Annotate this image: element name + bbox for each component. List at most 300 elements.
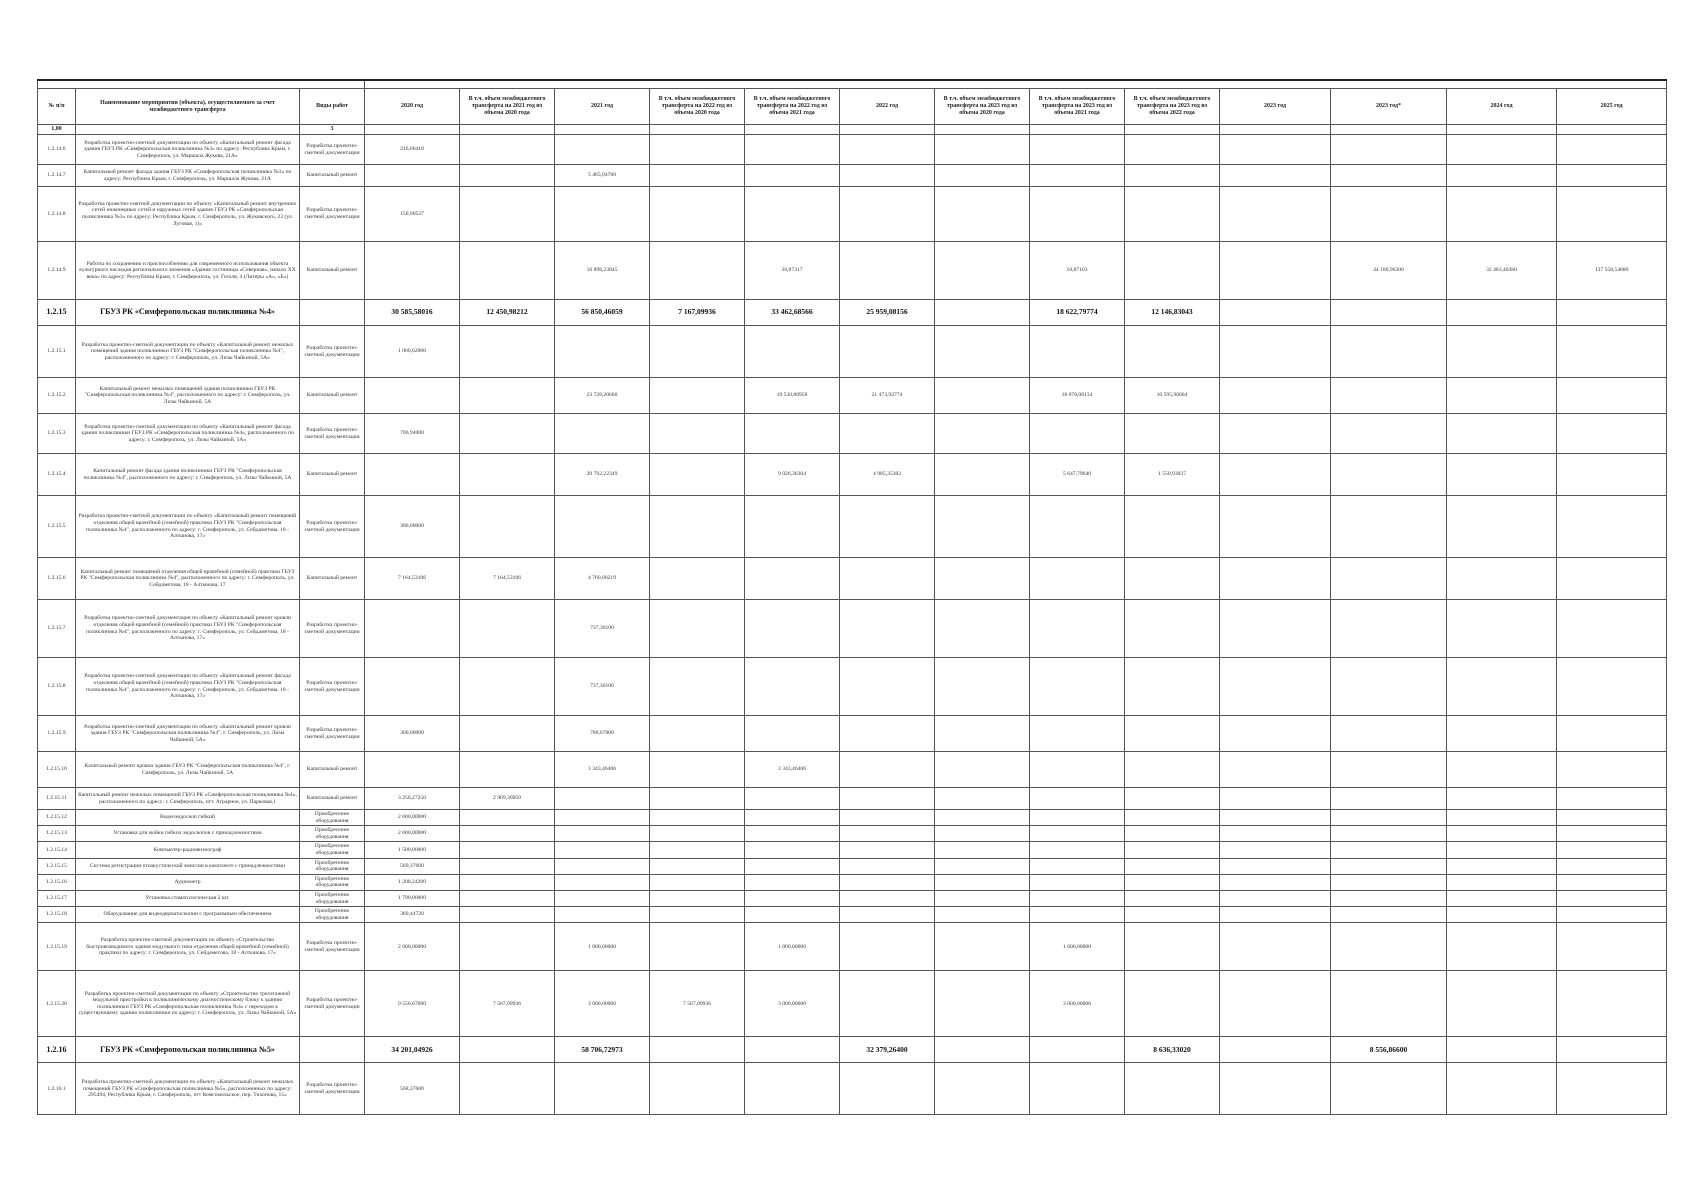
value-cell [460, 890, 555, 906]
value-cell [1125, 826, 1220, 842]
value-cell [1447, 907, 1557, 923]
value-cell [460, 923, 555, 971]
value-cell [840, 752, 935, 788]
row-work-type: Разработка проектно-сметной документации [300, 716, 365, 752]
value-cell: 32 483,40380 [1447, 242, 1557, 300]
value-cell [840, 923, 935, 971]
row-work-type: Разработка проектно-сметной документации [300, 600, 365, 658]
row-name: ГБУЗ РК «Симферопольская поликлиника №5» [76, 1037, 300, 1063]
value-cell [1220, 874, 1331, 890]
value-cell [1220, 326, 1331, 378]
value-cell [555, 1063, 650, 1115]
row-name: Система регистрации отоакустической эмиссии в комплекте с принадлежностями [76, 858, 300, 874]
table-row [38, 842, 1667, 858]
row-name: Разработка проектно-сметной документации по объекту «Строительство трехэтажной модульной пристройки к поликлиническому диагностическому блоку к зданию поликлиники ГБУЗ РК «Симферопольская поликлиника №4» с переходом к существующему зданию поликлиники по адресу: г. Симферополь, ул. Лизы Чайкиной, 5А» [76, 971, 300, 1037]
row-number: 1.2.15.18 [38, 907, 76, 923]
value-cell [555, 414, 650, 454]
value-cell [1125, 165, 1220, 187]
value-cell [935, 858, 1030, 874]
value-cell [555, 826, 650, 842]
value-cell: 5 465,04760 [555, 165, 650, 187]
value-cell [1447, 716, 1557, 752]
value-cell: 4 760,00219 [555, 558, 650, 600]
value-cell [1331, 923, 1447, 971]
value-cell [650, 496, 745, 558]
budget-table [37, 79, 1667, 1115]
value-cell: 32 379,26400 [840, 1037, 935, 1063]
value-cell [1331, 971, 1447, 1037]
table-row [38, 135, 1667, 165]
value-cell [1220, 600, 1331, 658]
value-cell: 2 000,00000 [365, 923, 460, 971]
value-cell [840, 496, 935, 558]
value-cell [840, 242, 935, 300]
value-cell [745, 187, 840, 242]
value-cell [460, 242, 555, 300]
table-row [38, 378, 1667, 414]
value-cell [1220, 907, 1331, 923]
value-cell [555, 187, 650, 242]
value-cell: 23 728,20660 [555, 378, 650, 414]
row-work-type: Приобретение оборудования [300, 858, 365, 874]
row-work-type: Капитальный ремонт [300, 454, 365, 496]
value-cell [840, 842, 935, 858]
value-cell [1220, 242, 1331, 300]
value-cell: 30,87317 [745, 242, 840, 300]
value-cell [1557, 300, 1667, 326]
value-cell [1331, 874, 1447, 890]
row-name: Установка стоматологическая 2 шт. [76, 890, 300, 906]
table-header [38, 80, 1667, 135]
value-cell [745, 326, 840, 378]
value-cell [1125, 752, 1220, 788]
value-cell [745, 890, 840, 906]
row-work-type: Приобретение оборудования [300, 842, 365, 858]
value-cell [1220, 454, 1331, 496]
row-number: 1.2.15.17 [38, 890, 76, 906]
value-cell [935, 890, 1030, 906]
value-cell [1557, 842, 1667, 858]
row-number: 1.2.15.5 [38, 496, 76, 558]
value-cell [460, 1037, 555, 1063]
value-cell [365, 658, 460, 716]
value-cell [1030, 874, 1125, 890]
value-cell: 706,94000 [365, 414, 460, 454]
value-cell: 56 850,46059 [555, 300, 650, 326]
value-cell [1557, 752, 1667, 788]
value-cell [1030, 858, 1125, 874]
value-cell [1557, 716, 1667, 752]
value-cell [1447, 890, 1557, 906]
value-cell [745, 496, 840, 558]
value-cell: 737,36100 [555, 658, 650, 716]
value-cell [840, 890, 935, 906]
value-cell [840, 874, 935, 890]
value-cell: 1 060,62000 [365, 326, 460, 378]
value-cell [1030, 600, 1125, 658]
value-cell [1447, 858, 1557, 874]
value-cell [935, 1037, 1030, 1063]
value-cell [1331, 1063, 1447, 1115]
row-number: 1.2.15.11 [38, 788, 76, 810]
value-cell [650, 1037, 745, 1063]
value-cell [1030, 496, 1125, 558]
row-number: 1.2.14.6 [38, 135, 76, 165]
value-cell [1447, 1063, 1557, 1115]
organization-row [38, 300, 1667, 326]
value-cell: 369,44720 [365, 907, 460, 923]
value-cell [1125, 600, 1220, 658]
value-cell: 216,66410 [365, 135, 460, 165]
table-row [38, 752, 1667, 788]
spreadsheet-sheet [37, 79, 1666, 1115]
value-cell: 3 343,46406 [745, 752, 840, 788]
value-cell: 12 146,83043 [1125, 300, 1220, 326]
value-cell: 3 000,00000 [745, 971, 840, 1037]
value-cell [1030, 558, 1125, 600]
table-row [38, 874, 1667, 890]
row-number: 1.2.15.15 [38, 858, 76, 874]
value-cell [1220, 923, 1331, 971]
value-cell [1331, 658, 1447, 716]
value-cell [745, 558, 840, 600]
value-cell: 30 585,58016 [365, 300, 460, 326]
row-name: Разработка проектно-сметной документации по объекту «Капитальный ремонт нежилых помещений здания поликлиники ГБУЗ РК "Симферопольская поликлиника №4", расположенного по адресу: г. Симферополь, ул. Лизы Чайкиной, 5А» [76, 326, 300, 378]
value-cell [1220, 300, 1331, 326]
value-cell [1220, 1063, 1331, 1115]
value-cell [1220, 716, 1331, 752]
header-name: Наименование мероприятия (объекта), осуществляемого за счет межбюджетного трансферта [76, 89, 300, 125]
column-number [76, 125, 300, 135]
value-cell [1030, 326, 1125, 378]
row-number: 1.2.15.19 [38, 923, 76, 971]
value-cell [650, 842, 745, 858]
value-cell [1125, 558, 1220, 600]
value-cell [1331, 788, 1447, 810]
value-cell [1125, 842, 1220, 858]
column-number: 1,00 [38, 125, 76, 135]
value-cell: 2 000,00000 [365, 826, 460, 842]
row-name: Разработка проектно-сметной документации по объекту «Капитальный ремонт фасада здания поликлиники ГБУЗ РК «Симферопольская поликлиника №4», расположенного по адресу: г. Симферополь, ул. Лизы Чайкиной, 5А» [76, 414, 300, 454]
value-cell: 8 556,86600 [1331, 1037, 1447, 1063]
value-cell [555, 842, 650, 858]
value-cell [365, 242, 460, 300]
value-cell: 7 164,53106 [365, 558, 460, 600]
value-cell [555, 788, 650, 810]
row-work-type: Капитальный ремонт [300, 242, 365, 300]
row-name: Разработка проектно-сметной документации по объекту «Капитальный ремонт нежилых помещений ГБУЗ РК «Симферопольская поликлиника №5», расположенных по адресу: 295494, Республика Крым, г. Симферополь, пгт Комсомольское, пер. Тихонова, 15» [76, 1063, 300, 1115]
table-row [38, 242, 1667, 300]
value-cell [1331, 858, 1447, 874]
row-work-type: Капитальный ремонт [300, 378, 365, 414]
value-cell [1557, 414, 1667, 454]
value-cell [1125, 716, 1220, 752]
value-cell [650, 907, 745, 923]
row-name: Разработка проектно-сметной документации по объекту «Капитальный ремонт внутренних сетей инженерных сетей и наружных сетей здания ГБУЗ РК «Симферопольская поликлиника №3» по адресу: Республика Крым, г. Симферополь, ул. Жуковского, 23 (ул. Луговая, 1)» [76, 187, 300, 242]
value-cell: 44 180,96300 [1331, 242, 1447, 300]
value-cell [840, 810, 935, 826]
value-cell [650, 923, 745, 971]
value-cell [1331, 454, 1447, 496]
value-cell [1030, 810, 1125, 826]
table-row [38, 187, 1667, 242]
value-cell [1557, 907, 1667, 923]
row-name: Капитальный ремонт помещений отделения общей врачебной (семейной) практики ГБУЗ РК "Симферопольская поликлиника №4", расположенного по адресу: г. Симферополь, ул. Сейдаметова, 18 - Алтынова, 17 [76, 558, 300, 600]
row-work-type: Разработка проектно-сметной документации [300, 326, 365, 378]
value-cell [1447, 1037, 1557, 1063]
table-row [38, 414, 1667, 454]
value-cell [460, 907, 555, 923]
table-row [38, 923, 1667, 971]
value-cell [650, 1063, 745, 1115]
value-cell: 7 164,53106 [460, 558, 555, 600]
value-cell [650, 558, 745, 600]
header-year: 2021 год [555, 89, 650, 125]
value-cell: 7 567,09936 [650, 971, 745, 1037]
value-cell [555, 890, 650, 906]
value-cell [365, 600, 460, 658]
value-cell: 12 450,98212 [460, 300, 555, 326]
value-cell [935, 496, 1030, 558]
value-cell [1331, 326, 1447, 378]
value-cell [1447, 558, 1557, 600]
value-cell [1331, 890, 1447, 906]
value-cell [1331, 558, 1447, 600]
value-cell [1125, 496, 1220, 558]
header-year: В т.ч. объем межбюджетного трансферта на 2022 год из объема 2021 года [745, 89, 840, 125]
value-cell [935, 874, 1030, 890]
row-work-type: Разработка проектно-сметной документации [300, 971, 365, 1037]
value-cell [1220, 135, 1331, 165]
row-number: 1.2.15.7 [38, 600, 76, 658]
value-cell [1447, 842, 1557, 858]
value-cell [460, 414, 555, 454]
value-cell [1030, 752, 1125, 788]
value-cell [1220, 414, 1331, 454]
value-cell [935, 326, 1030, 378]
value-cell: 8 636,33020 [1125, 1037, 1220, 1063]
value-cell [935, 1063, 1030, 1115]
value-cell [1447, 300, 1557, 326]
value-cell [840, 558, 935, 600]
value-cell: 1 000,00000 [555, 923, 650, 971]
value-cell [745, 842, 840, 858]
value-cell [935, 826, 1030, 842]
row-name: Разработка проектно-сметной документации по объекту «Капитальный ремонт фасада здания ГБУЗ РК «Симферопольская поликлиника №3» по адресу: Республика Крым, г. Симферополь, ул. Маршала Жукова, 21А» [76, 135, 300, 165]
value-cell [1557, 826, 1667, 842]
value-cell [1447, 810, 1557, 826]
value-cell: 7 167,09936 [650, 300, 745, 326]
row-work-type: Приобретение оборудования [300, 874, 365, 890]
value-cell [1331, 378, 1447, 414]
value-cell [1030, 716, 1125, 752]
value-cell [650, 165, 745, 187]
value-cell [1447, 788, 1557, 810]
value-cell [650, 414, 745, 454]
table-row [38, 716, 1667, 752]
row-name: Разработка проектно-сметной документации по объекту «Капитальный ремонт кровли отделения общей врачебной (семейной) практики ГБУЗ РК "Симферопольская поликлиника №4", расположенного по адресу: г. Симферополь, ул. Сейдаметова, 18 - Алтынова, 17» [76, 600, 300, 658]
value-cell: 1 500,00000 [365, 842, 460, 858]
row-number: 1.2.14.8 [38, 187, 76, 242]
value-cell [460, 454, 555, 496]
value-cell: 9 556,67000 [365, 971, 460, 1037]
row-number: 1.2.14.7 [38, 165, 76, 187]
value-cell [1447, 752, 1557, 788]
value-cell [460, 326, 555, 378]
table-row [38, 326, 1667, 378]
value-cell: 7 567,09936 [460, 971, 555, 1037]
value-cell [365, 454, 460, 496]
value-cell [745, 826, 840, 842]
value-cell [840, 858, 935, 874]
row-number: 1.2.16 [38, 1037, 76, 1063]
value-cell [460, 658, 555, 716]
value-cell [1030, 165, 1125, 187]
value-cell [935, 300, 1030, 326]
value-cell [1125, 923, 1220, 971]
value-cell: 150,90537 [365, 187, 460, 242]
table-row [38, 658, 1667, 716]
row-number: 1.2.15 [38, 300, 76, 326]
value-cell [1447, 135, 1557, 165]
value-cell [1030, 135, 1125, 165]
row-work-type: Разработка проектно-сметной документации [300, 414, 365, 454]
value-cell [650, 788, 745, 810]
value-cell [840, 907, 935, 923]
header-num: № п/п [38, 89, 76, 125]
value-cell: 137 558,54680 [1557, 242, 1667, 300]
value-cell: 737,36100 [555, 600, 650, 658]
value-cell [1030, 842, 1125, 858]
value-cell [460, 1063, 555, 1115]
value-cell [1447, 165, 1557, 187]
table-row [38, 907, 1667, 923]
row-number: 1.2.15.14 [38, 842, 76, 858]
value-cell [935, 716, 1030, 752]
row-name: Капитальный ремонт нежилых помещений здания поликлиники ГБУЗ РК "Симферопольская поликлиника №4", расположенного по адресу: г. Симферополь, ул. Лизы Чайкиной, 5А [76, 378, 300, 414]
row-name: Разработка проектно-сметной документации по объекту «Капитальный ремонт кровли здания ГБУЗ РК "Симферопольская поликлиника №4", г. Симферополь, ул. Лизы Чайкиной, 5А» [76, 716, 300, 752]
value-cell: 3 343,46406 [555, 752, 650, 788]
value-cell: 1 790,00000 [365, 890, 460, 906]
value-cell [935, 907, 1030, 923]
value-cell [1125, 187, 1220, 242]
value-cell [650, 135, 745, 165]
value-cell [840, 414, 935, 454]
table-row [38, 558, 1667, 600]
value-cell [1220, 752, 1331, 788]
row-number: 1.2.15.13 [38, 826, 76, 842]
value-cell [1220, 842, 1331, 858]
value-cell [555, 810, 650, 826]
value-cell [935, 135, 1030, 165]
row-work-type: Разработка проектно-сметной документации [300, 496, 365, 558]
value-cell [1030, 658, 1125, 716]
value-cell [935, 810, 1030, 826]
value-cell [935, 187, 1030, 242]
value-cell [745, 165, 840, 187]
value-cell [840, 135, 935, 165]
value-cell [1125, 890, 1220, 906]
value-cell [1030, 788, 1125, 810]
value-cell [745, 658, 840, 716]
value-cell [745, 1063, 840, 1115]
row-work-type: Разработка проектно-сметной документации [300, 135, 365, 165]
value-cell [555, 135, 650, 165]
value-cell [1557, 326, 1667, 378]
row-work-type: Разработка проектно-сметной документации [300, 923, 365, 971]
value-cell [460, 874, 555, 890]
value-cell [365, 752, 460, 788]
value-cell [1331, 187, 1447, 242]
value-cell [1557, 165, 1667, 187]
table-row [38, 496, 1667, 558]
value-cell [935, 414, 1030, 454]
value-cell [1125, 414, 1220, 454]
value-cell [460, 187, 555, 242]
row-work-type: Приобретение оборудования [300, 826, 365, 842]
row-name: Работы по сохранению и приспособлению для современного использования объекта культурного наследия регионального значения «Здание гостиницы «Северная», начало XX века» по адресу: Республика Крым, г. Симферополь, ул. Гоголя, 4 (Литеры «А», «Б») [76, 242, 300, 300]
row-name: Установка для мойки гибких эндоскопов с принадлежностями [76, 826, 300, 842]
header-work-type: Виды работ [300, 89, 365, 125]
row-number: 1.2.15.12 [38, 810, 76, 826]
row-number: 1.2.15.16 [38, 874, 76, 890]
value-cell [365, 378, 460, 414]
value-cell [1220, 971, 1331, 1037]
value-cell [935, 658, 1030, 716]
value-cell [745, 810, 840, 826]
row-work-type: Капитальный ремонт [300, 165, 365, 187]
value-cell: 1 000,00000 [745, 923, 840, 971]
value-cell [935, 242, 1030, 300]
row-name: Капитальный ремонт фасада здания поликлиники ГБУЗ РК "Симферопольская поликлиника №4", расположенного по адресу: г. Симферополь, ул. Лизы Чайкиной, 5А [76, 454, 300, 496]
value-cell [1125, 874, 1220, 890]
value-cell [840, 826, 935, 842]
value-cell [1125, 242, 1220, 300]
value-cell [1447, 378, 1557, 414]
value-cell [460, 165, 555, 187]
row-number: 1.2.15.8 [38, 658, 76, 716]
value-cell [1125, 658, 1220, 716]
value-cell [1557, 496, 1667, 558]
value-cell: 1 550,93037 [1125, 454, 1220, 496]
row-work-type: Разработка проектно-сметной документации [300, 187, 365, 242]
value-cell [1220, 826, 1331, 842]
value-cell: 5 647,79640 [1030, 454, 1125, 496]
value-cell [935, 842, 1030, 858]
value-cell [935, 454, 1030, 496]
value-cell [1557, 600, 1667, 658]
value-cell [1331, 165, 1447, 187]
value-cell [935, 378, 1030, 414]
value-cell [555, 326, 650, 378]
value-cell [745, 874, 840, 890]
value-cell [460, 842, 555, 858]
row-number: 1.2.15.3 [38, 414, 76, 454]
value-cell [745, 414, 840, 454]
value-cell: 568,37600 [365, 1063, 460, 1115]
value-cell [555, 907, 650, 923]
value-cell [1030, 826, 1125, 842]
value-cell [650, 242, 745, 300]
value-cell: 16 898,23845 [555, 242, 650, 300]
value-cell: 33 462,68566 [745, 300, 840, 326]
value-cell [1125, 971, 1220, 1037]
value-cell [1331, 135, 1447, 165]
value-cell [1125, 810, 1220, 826]
value-cell [1557, 454, 1667, 496]
value-cell [1331, 810, 1447, 826]
value-cell [745, 858, 840, 874]
